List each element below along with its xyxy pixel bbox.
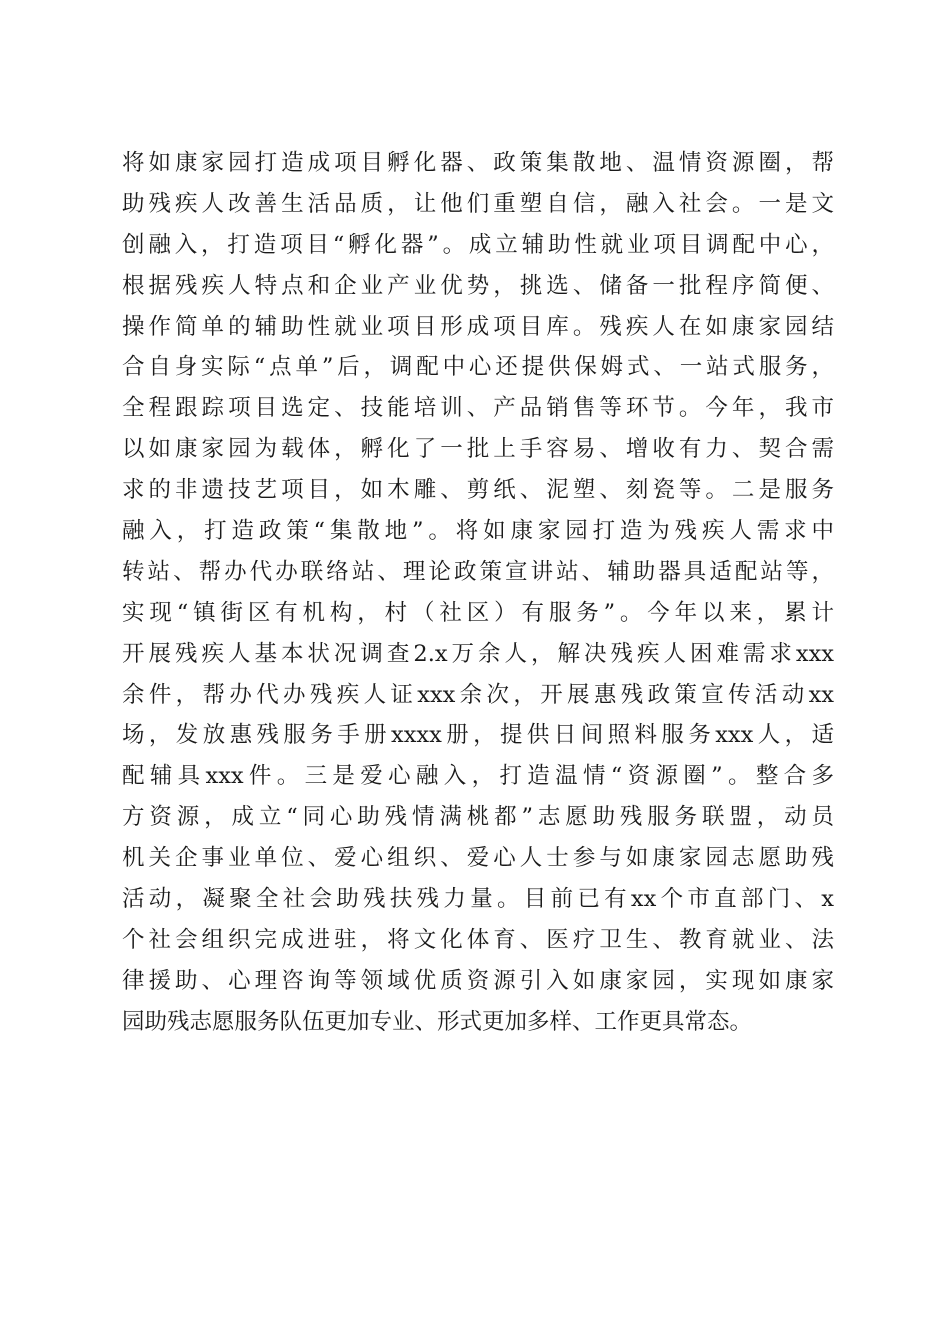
text-line: 全程跟踪项目选定、技能培训、产品销售等环节。今年，我市 (122, 395, 834, 422)
text-line: 操作简单的辅助性就业项目形成项目库。残疾人在如康家园结 (122, 313, 834, 340)
text-line: 机关企事业单位、爱心组织、爱心人士参与如康家园志愿助残 (122, 845, 834, 872)
text-line: 实现“镇街区有机构，村（社区）有服务”。今年以来，累计 (122, 599, 834, 626)
text-line: 以如康家园为载体，孵化了一批上手容易、增收有力、契合需 (122, 436, 834, 463)
text-line: 求的非遗技艺项目，如木雕、剪纸、泥塑、刻瓷等。二是服务 (122, 477, 834, 504)
text-line: 助残疾人改善生活品质，让他们重塑自信，融入社会。一是文 (122, 190, 834, 217)
text-line: 活动，凝聚全社会助残扶残力量。目前已有xx个市直部门、x (122, 886, 834, 913)
text-line: 配辅具xxx件。三是爱心融入，打造温情“资源圈”。整合多 (122, 763, 834, 790)
text-line: 场，发放惠残服务手册xxxx册，提供日间照料服务xxx人，适 (122, 722, 834, 749)
text-line: 个社会组织完成进驻，将文化体育、医疗卫生、教育就业、法 (122, 926, 834, 953)
text-line: 律援助、心理咨询等领域优质资源引入如康家园，实现如康家 (122, 967, 834, 994)
text-line: 开展残疾人基本状况调查2.x万余人，解决残疾人困难需求xxx (122, 640, 834, 667)
text-line-last: 园助残志愿服务队伍更加专业、形式更加多样、工作更具常态。 (122, 1008, 753, 1035)
text-line: 方资源，成立“同心助残情满桃都”志愿助残服务联盟，动员 (122, 804, 834, 831)
body-paragraph (122, 143, 834, 1043)
text-line: 转站、帮办代办联络站、理论政策宣讲站、辅助器具适配站等， (122, 558, 834, 585)
text-line: 余件，帮办代办残疾人证xxx余次，开展惠残政策宣传活动xx (122, 681, 834, 708)
text-line: 创融入，打造项目“孵化器”。成立辅助性就业项目调配中心， (122, 231, 834, 258)
text-line: 根据残疾人特点和企业产业优势，挑选、储备一批程序简便、 (122, 272, 834, 299)
text-line: 合自身实际“点单”后，调配中心还提供保姆式、一站式服务， (122, 354, 834, 381)
text-line: 融入，打造政策“集散地”。将如康家园打造为残疾人需求中 (122, 518, 834, 545)
text-line: 将如康家园打造成项目孵化器、政策集散地、温情资源圈，帮 (122, 150, 834, 176)
